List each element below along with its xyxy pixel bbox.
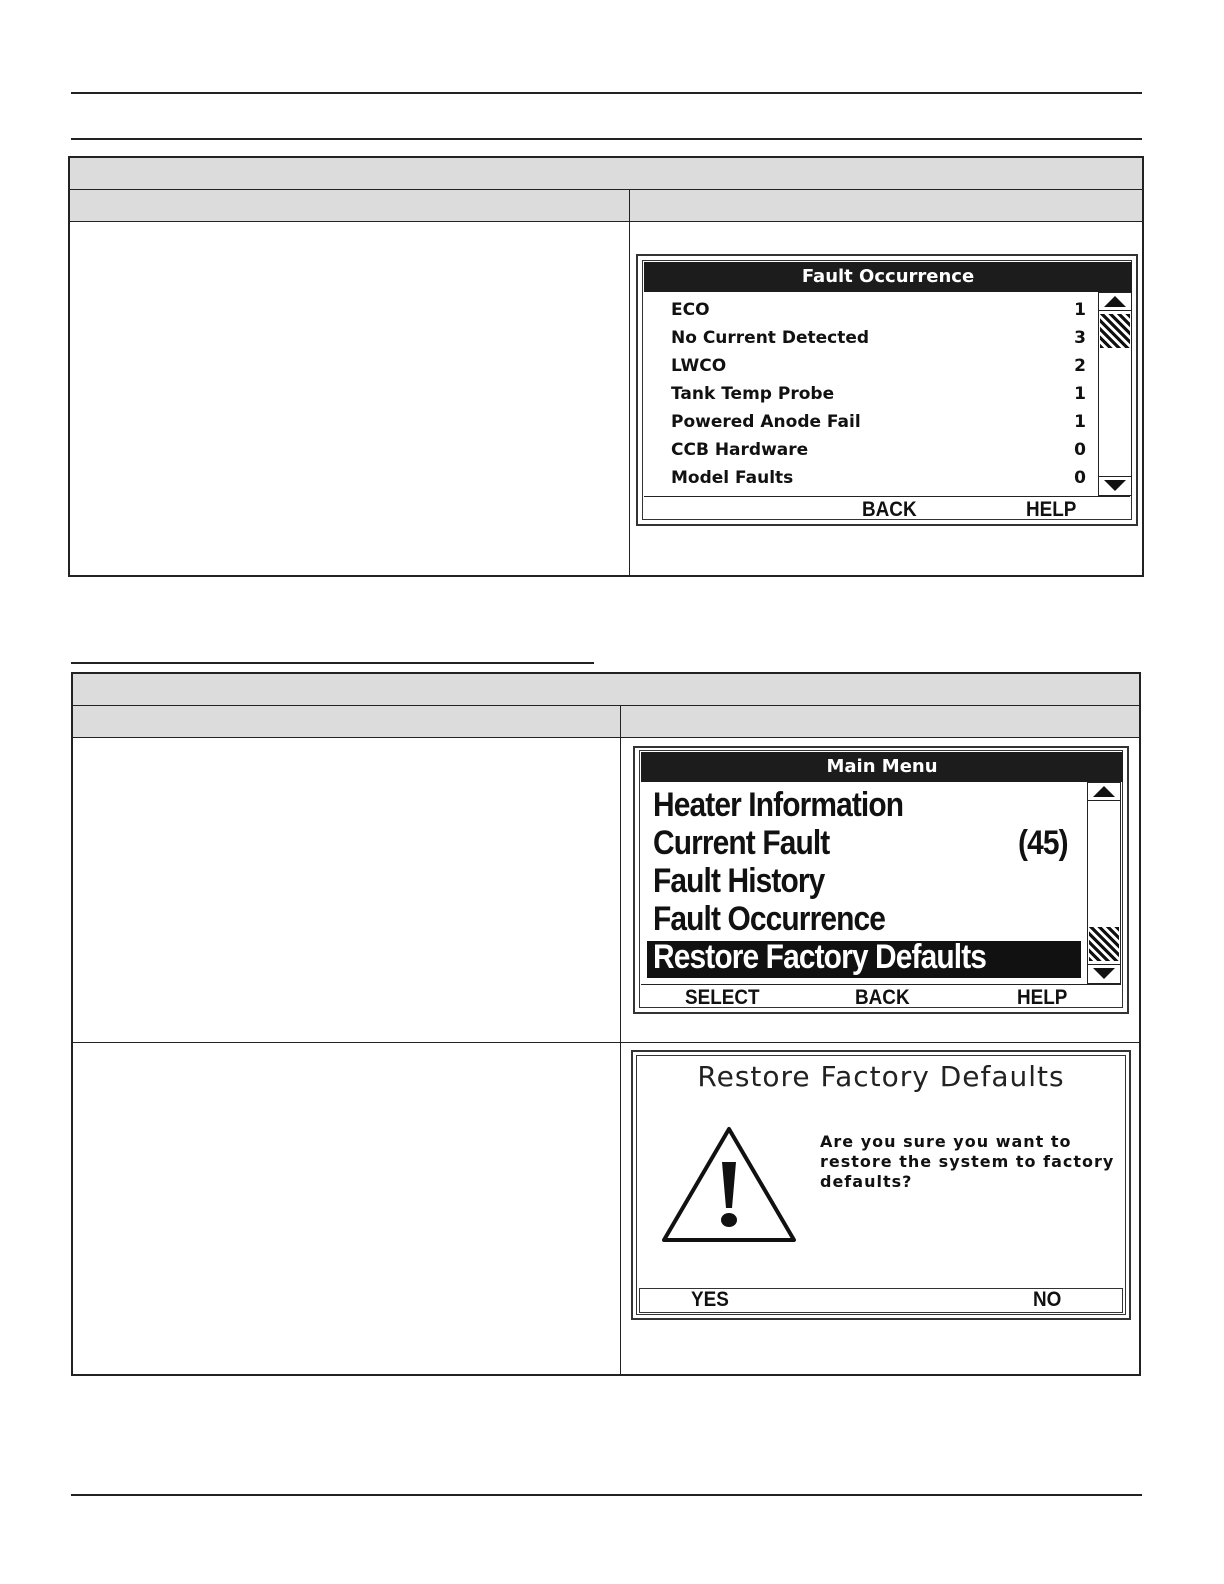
scroll-down-icon[interactable] <box>1104 480 1126 491</box>
select-button[interactable]: SELECT <box>685 986 760 1009</box>
scroll-divider <box>1088 964 1120 965</box>
scrollbar[interactable] <box>1098 292 1132 496</box>
confirm-message-line: defaults? <box>820 1172 913 1191</box>
scroll-up-icon[interactable] <box>1104 296 1126 307</box>
warning-triangle-icon <box>659 1124 799 1246</box>
softkey-divider <box>641 984 1121 985</box>
list-item: No Current Detected <box>671 328 870 348</box>
footer-rule <box>71 1494 1142 1496</box>
menu-item-fault-history[interactable]: Fault History <box>653 862 825 900</box>
scroll-divider <box>1099 476 1131 477</box>
table-column-header-bar <box>73 706 1139 738</box>
menu-item-heater-information[interactable]: Heater Information <box>653 786 904 824</box>
list-item-count: 1 <box>1074 300 1086 320</box>
back-button[interactable]: BACK <box>855 986 910 1009</box>
display-title: Restore Factory Defaults <box>697 1060 1065 1093</box>
header-rule-bottom <box>71 138 1142 140</box>
scroll-up-icon[interactable] <box>1093 786 1115 797</box>
menu-item-restore-factory-defaults[interactable]: Restore Factory Defaults <box>653 938 987 976</box>
header-rule-top <box>71 92 1142 94</box>
help-button[interactable]: HELP <box>1017 986 1068 1009</box>
column-divider <box>620 706 621 1374</box>
confirm-message-line: Are you sure you want to <box>820 1132 1072 1151</box>
list-item-count: 3 <box>1074 328 1086 348</box>
list-item: LWCO <box>671 356 727 376</box>
back-button[interactable]: BACK <box>862 498 917 521</box>
list-item: ECO <box>671 300 710 320</box>
list-item-count: 1 <box>1074 384 1086 404</box>
scroll-thumb[interactable] <box>1100 314 1130 348</box>
list-item-count: 1 <box>1074 412 1086 432</box>
softkey-divider <box>644 496 1130 497</box>
list-item-count: 0 <box>1074 468 1086 488</box>
menu-item-current-fault[interactable]: Current Fault <box>653 824 830 862</box>
menu-item-fault-occurrence[interactable]: Fault Occurrence <box>653 900 886 938</box>
section-heading-rule <box>71 662 594 664</box>
scroll-divider <box>1099 310 1131 311</box>
table-title-bar <box>70 158 1142 190</box>
scroll-thumb[interactable] <box>1089 927 1119 961</box>
fault-occurrence-display <box>636 254 1138 526</box>
scroll-divider <box>1088 800 1120 801</box>
display-title: Fault Occurrence <box>644 262 1132 292</box>
confirm-message-line: restore the system to factory <box>820 1152 1115 1171</box>
row-divider <box>73 1042 1139 1043</box>
fault-occurrence-table <box>68 156 1144 577</box>
scrollbar[interactable] <box>1087 782 1121 984</box>
current-fault-count: (45) <box>1018 824 1068 862</box>
display-title: Main Menu <box>641 752 1123 782</box>
restore-defaults-display <box>631 1050 1131 1320</box>
list-item: CCB Hardware <box>671 440 809 460</box>
list-item: Powered Anode Fail <box>671 412 861 432</box>
list-item: Tank Temp Probe <box>671 384 835 404</box>
main-menu-display <box>633 746 1129 1014</box>
list-item-count: 0 <box>1074 440 1086 460</box>
no-button[interactable]: NO <box>1033 1288 1062 1311</box>
table-title-bar <box>73 674 1139 706</box>
yes-button[interactable]: YES <box>691 1288 729 1311</box>
restore-defaults-table <box>71 672 1141 1376</box>
help-button[interactable]: HELP <box>1026 498 1077 521</box>
list-item: Model Faults <box>671 468 794 488</box>
table-column-header-bar <box>70 190 1142 222</box>
column-divider <box>629 190 630 575</box>
list-item-count: 2 <box>1074 356 1086 376</box>
scroll-down-icon[interactable] <box>1093 968 1115 979</box>
